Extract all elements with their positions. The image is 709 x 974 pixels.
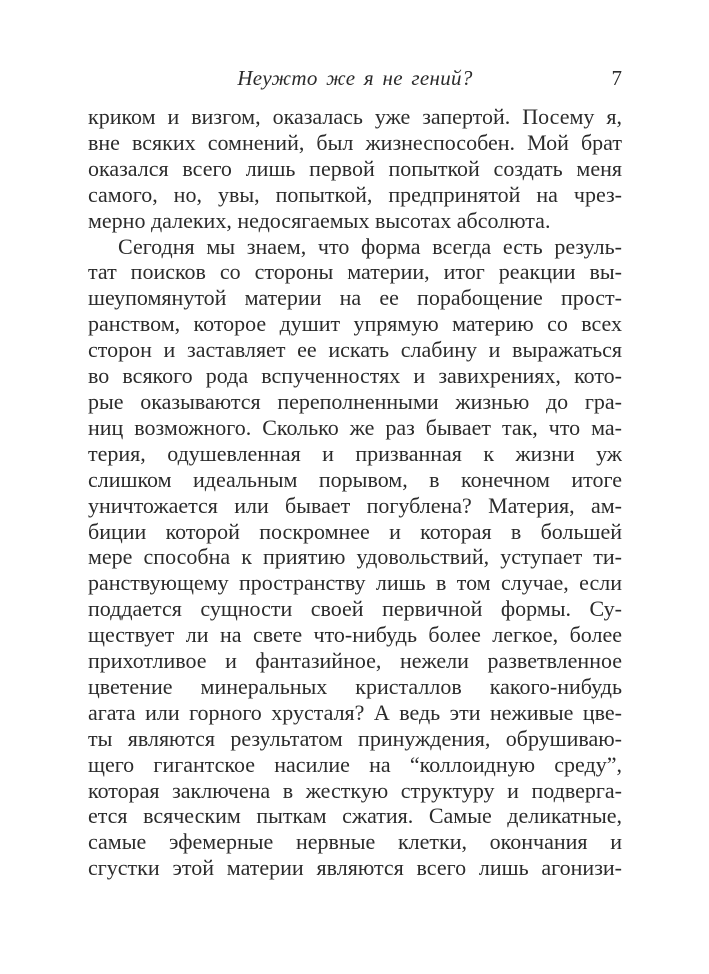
text-line: ществует ли на свете что-нибудь более легкое, более: [88, 622, 622, 648]
text-line: прихотливое и фантазийное, нежели разветвленное: [88, 648, 622, 674]
body-text: [88, 104, 622, 881]
text-line: ранствующему пространству лишь в том случае, если: [88, 570, 622, 596]
text-line: рые оказываются переполненными жизнью до гра-: [88, 388, 622, 414]
text-line: сгустки этой материи являются всего лишь агонизи-: [88, 855, 622, 881]
page-header: [88, 66, 622, 92]
text-line: ты являются результатом принуждения, обрушиваю-: [88, 725, 622, 751]
text-line: самого, но, увы, попыткой, предпринятой на чрез-: [88, 181, 622, 207]
text-line: мерно далеких, недосягаемых высотах абсолюта.: [88, 207, 551, 233]
text-line: терия, одушевленная и призванная к жизни уж: [88, 440, 622, 466]
text-line: щего гигантское насилие на “коллоидную среду”,: [88, 751, 622, 777]
text-line: цветение минеральных кристаллов какого-нибудь: [88, 673, 622, 699]
text-line: биции которой поскромнее и которая в большей: [88, 518, 622, 544]
text-line: Сегодня мы знаем, что форма всегда есть резуль-: [118, 233, 622, 259]
text-line: самые эфемерные нервные клетки, окончания и: [88, 829, 622, 855]
text-line: во всякого рода вспученностях и завихрениях, кото-: [88, 363, 622, 389]
text-line: ется всяческим пыткам сжатия. Самые деликатные,: [88, 803, 622, 829]
text-line: шеупомянутой материи на ее порабощение прост-: [88, 285, 622, 311]
text-line: которая заключена в жесткую структуру и подверга-: [88, 777, 622, 803]
text-line: агата или горного хрусталя? А ведь эти неживые цве-: [88, 699, 622, 725]
text-line: сторон и заставляет ее искать слабину и выражаться: [88, 337, 622, 363]
text-line: вне всяких сомнений, был жизнеспособен. Мой брат: [88, 129, 622, 155]
page-number: 7: [611, 66, 622, 90]
text-line: мере способна к приятию удовольствий, уступает ти-: [88, 544, 622, 570]
text-line: ранством, которое душит упрямую материю со всех: [88, 311, 622, 337]
text-line: криком и визгом, оказалась уже запертой. Посему я,: [88, 104, 622, 129]
text-line: поддается сущности своей первичной формы. Су-: [88, 596, 622, 622]
text-line: уничтожается или бывает погублена? Материя, ам-: [88, 492, 622, 518]
text-line: оказался всего лишь первой попыткой создать меня: [88, 155, 622, 181]
running-title: Неужто же я не гений?: [237, 66, 473, 90]
text-line: слишком идеальным порывом, в конечном итоге: [88, 466, 622, 492]
text-line: ниц возможного. Сколько же раз бывает так, что ма-: [88, 414, 622, 440]
text-line: тат поисков со стороны материи, итог реакции вы-: [88, 259, 622, 285]
